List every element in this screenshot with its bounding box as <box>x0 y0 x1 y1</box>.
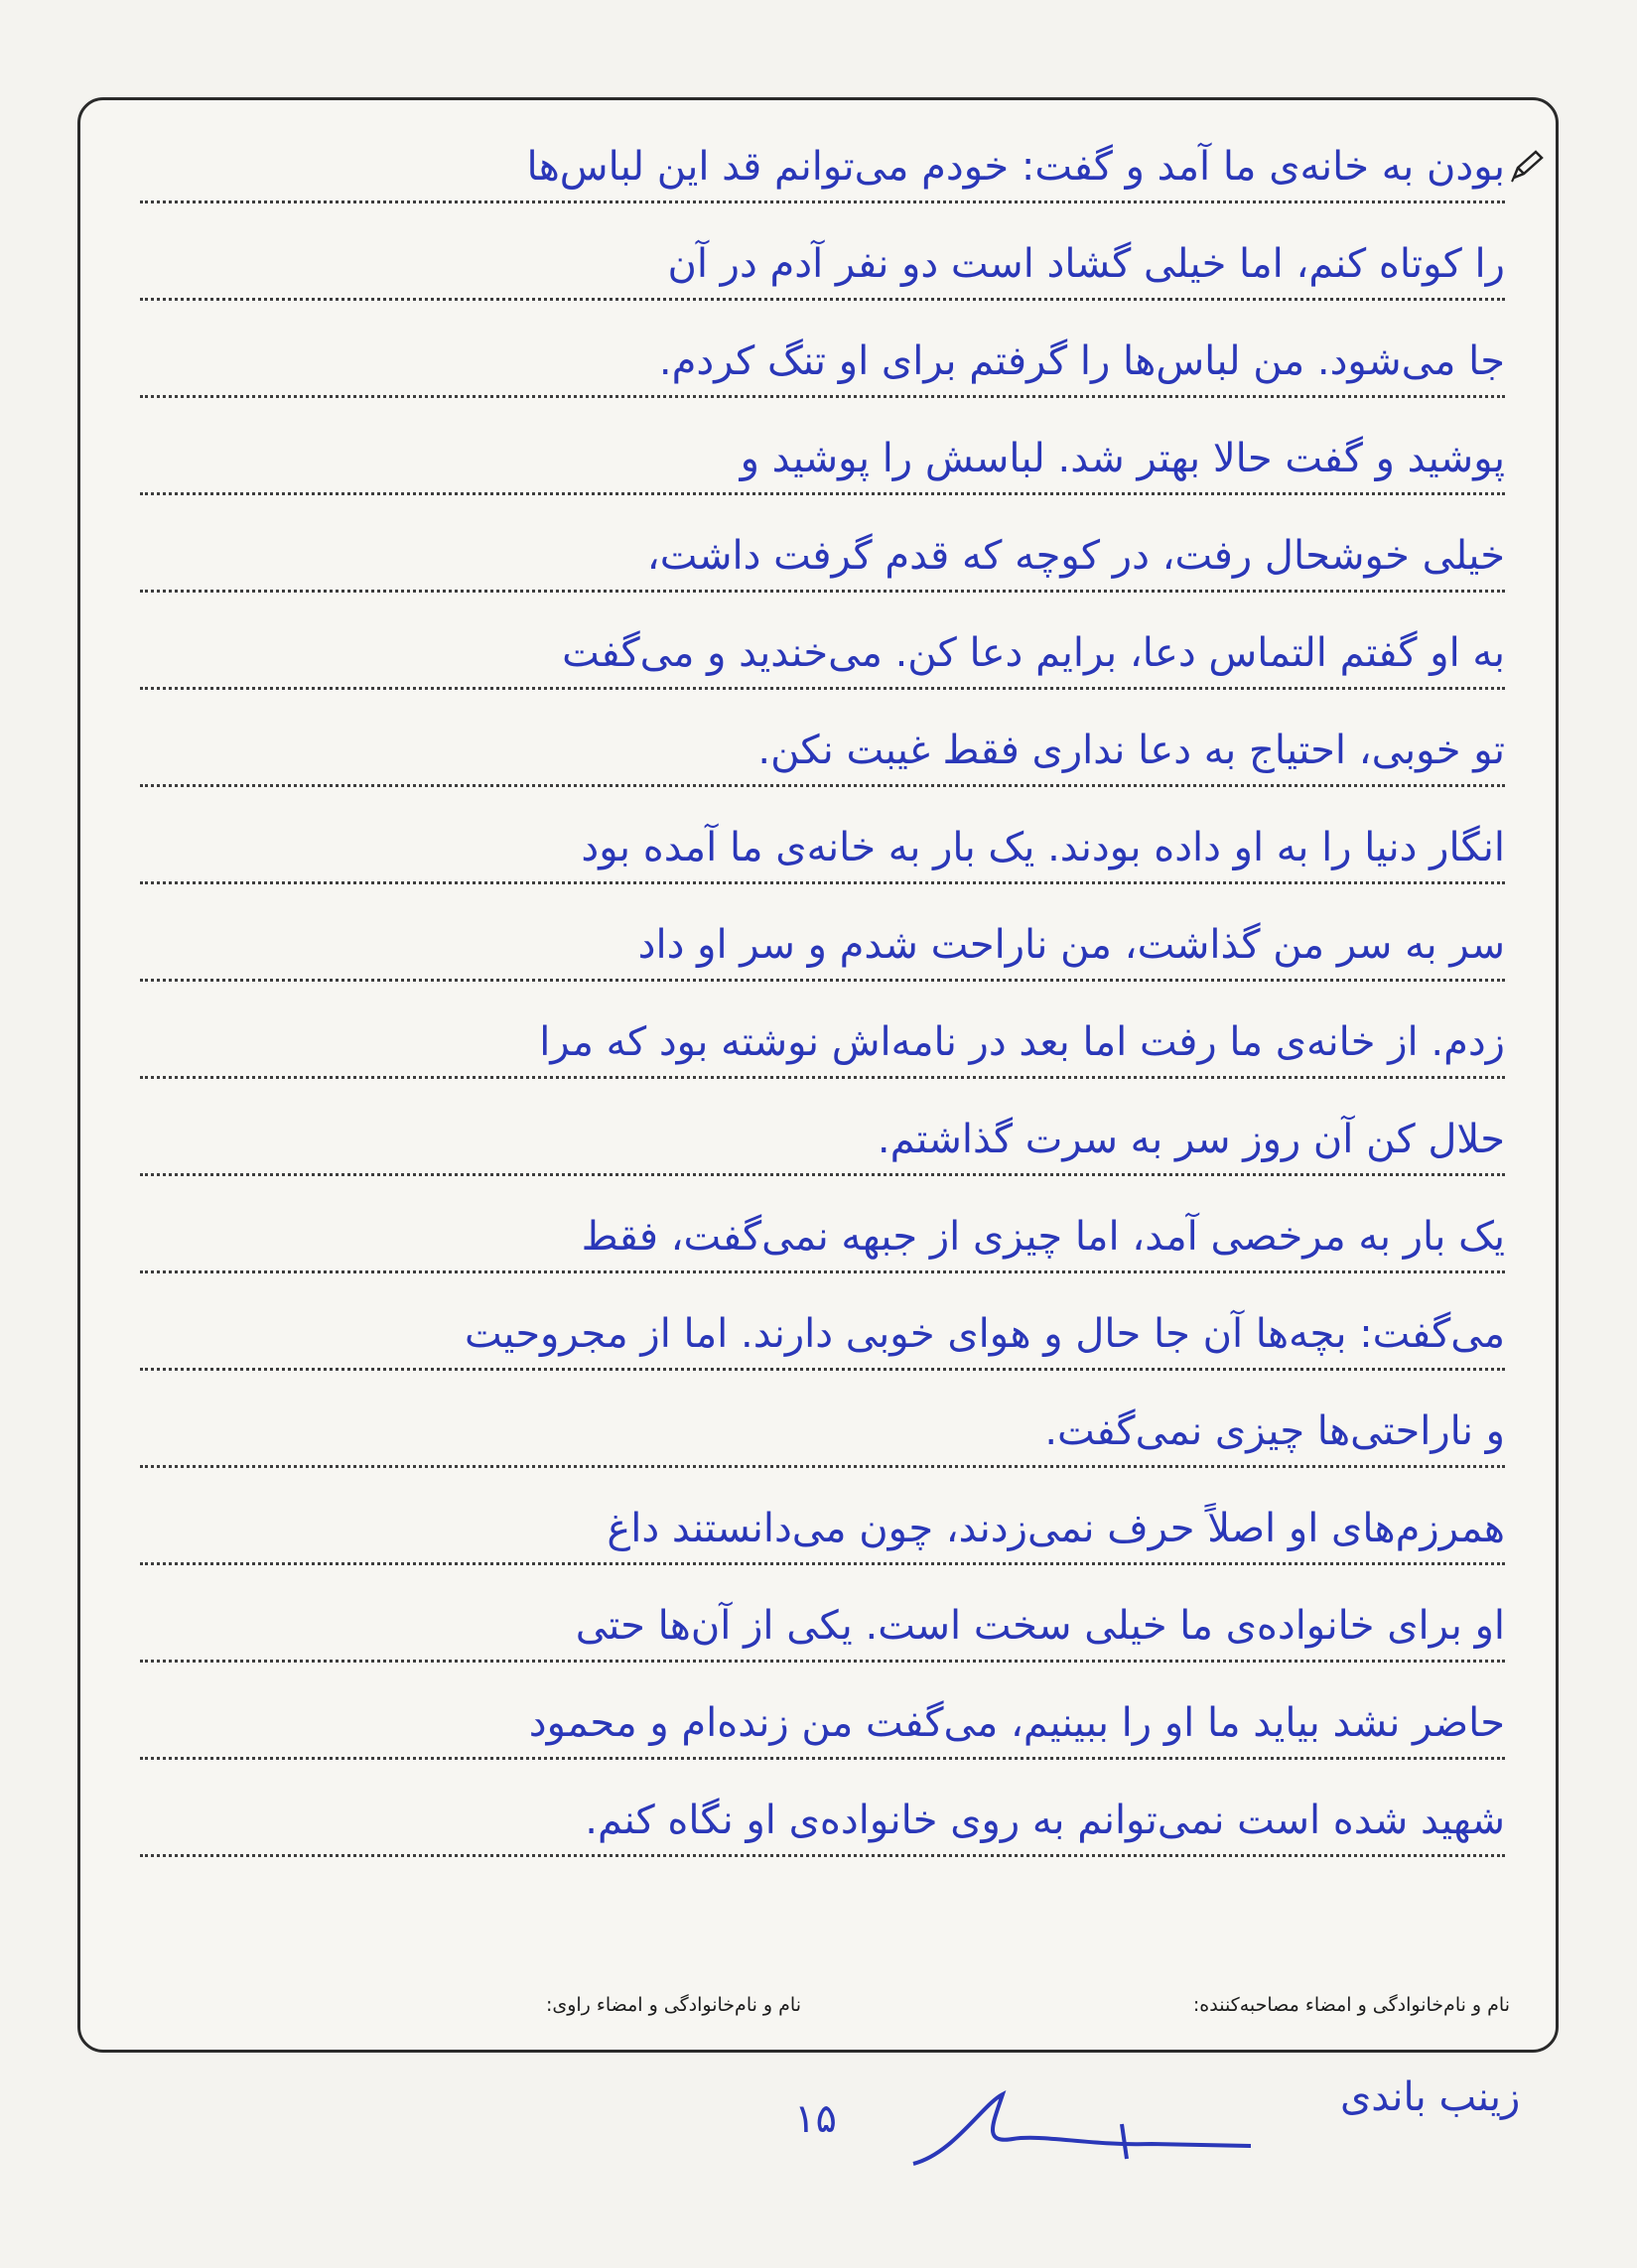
line-text: تو خوبی، احتیاج به دعا نداری فقط غیبت نکن. <box>757 728 1505 773</box>
dotted-rule <box>140 1465 1505 1468</box>
dotted-rule <box>140 784 1505 787</box>
narrator-label: نام و نام‌خانوادگی و امضاء راوی: <box>545 1994 801 2016</box>
handwritten-line <box>140 303 1505 398</box>
line-text: می‌گفت: بچه‌ها آن جا حال و هوای خوبی دارند. اما از مجروحیت <box>464 1311 1505 1357</box>
line-text: یک بار به مرخصی آمد، اما چیزی از جبهه نمی‌گفت، فقط <box>581 1214 1505 1260</box>
handwritten-line <box>140 1373 1505 1468</box>
dotted-rule <box>140 1173 1505 1176</box>
dotted-rule <box>140 298 1505 301</box>
handwritten-signature <box>893 2084 1271 2184</box>
handwritten-line <box>140 1665 1505 1760</box>
handwritten-line <box>140 789 1505 884</box>
line-text: انگار دنیا را به او داده بودند. یک بار به خانه‌ی ما آمده بود <box>581 825 1505 870</box>
handwritten-line <box>140 1567 1505 1663</box>
narrator-name: زینب باندی <box>1340 2074 1521 2120</box>
interviewer-label: نام و نام‌خانوادگی و امضاء مصاحبه‌کننده: <box>1192 1994 1510 2016</box>
dotted-rule <box>140 1562 1505 1565</box>
line-text: حاضر نشد بیاید ما او را ببینیم، می‌گفت من زنده‌ام و محمود <box>528 1700 1505 1746</box>
dotted-rule <box>140 1270 1505 1273</box>
line-text: همرزم‌های او اصلاً حرف نمی‌زدند، چون می‌دانستند داغ <box>607 1506 1505 1551</box>
line-text: را کوتاه کنم، اما خیلی گشاد است دو نفر آدم در آن <box>667 241 1505 287</box>
dotted-rule <box>140 1368 1505 1371</box>
handwritten-line <box>140 1762 1505 1857</box>
handwritten-line <box>140 497 1505 593</box>
dotted-rule <box>140 1660 1505 1663</box>
line-text: به او گفتم التماس دعا، برایم دعا کن. می‌خندید و می‌گفت <box>562 630 1505 676</box>
handwritten-line <box>140 108 1505 203</box>
handwritten-line <box>140 400 1505 495</box>
line-text: بودن به خانه‌ی ما آمد و گفت: خودم می‌توانم قد این لباس‌ها <box>526 144 1505 190</box>
handwritten-line <box>140 692 1505 787</box>
dotted-rule <box>140 1757 1505 1760</box>
line-text: خیلی خوشحال رفت، در کوچه که قدم گرفت داشت، <box>646 533 1505 579</box>
handwritten-line <box>140 205 1505 301</box>
dotted-rule <box>140 1076 1505 1079</box>
handwritten-line <box>140 1470 1505 1565</box>
ruled-lines <box>80 100 1556 2050</box>
dotted-rule <box>140 492 1505 495</box>
line-text: شهید شده است نمی‌توانم به روی خانواده‌ی او نگاه کنم. <box>585 1798 1505 1843</box>
line-text: سر به سر من گذاشت، من ناراحت شدم و سر او داد <box>637 922 1505 968</box>
line-text: زدم. از خانه‌ی ما رفت اما بعد در نامه‌اش نوشته بود که مرا <box>539 1019 1505 1065</box>
line-text: جا می‌شود. من لباس‌ها را گرفتم برای او تنگ کردم. <box>658 338 1505 384</box>
dotted-rule <box>140 395 1505 398</box>
handwritten-line <box>140 1275 1505 1371</box>
line-text: پوشید و گفت حالا بهتر شد. لباسش را پوشید و <box>740 436 1505 481</box>
page-number: ۱۵ <box>794 2096 837 2142</box>
handwritten-line <box>140 595 1505 690</box>
line-text: او برای خانواده‌ی ما خیلی سخت است. یکی از آن‌ها حتی <box>575 1603 1505 1649</box>
form-sheet <box>77 97 1559 2053</box>
dotted-rule <box>140 687 1505 690</box>
handwritten-line <box>140 886 1505 982</box>
dotted-rule <box>140 590 1505 593</box>
handwritten-line <box>140 1178 1505 1273</box>
signature-footer <box>80 1994 1556 2034</box>
handwritten-line <box>140 984 1505 1079</box>
dotted-rule <box>140 200 1505 203</box>
dotted-rule <box>140 979 1505 982</box>
dotted-rule <box>140 881 1505 884</box>
handwritten-line <box>140 1081 1505 1176</box>
dotted-rule <box>140 1854 1505 1857</box>
line-text: و ناراحتی‌ها چیزی نمی‌گفت. <box>1044 1408 1505 1454</box>
line-text: حلال کن آن روز سر به سرت گذاشتم. <box>877 1117 1505 1162</box>
